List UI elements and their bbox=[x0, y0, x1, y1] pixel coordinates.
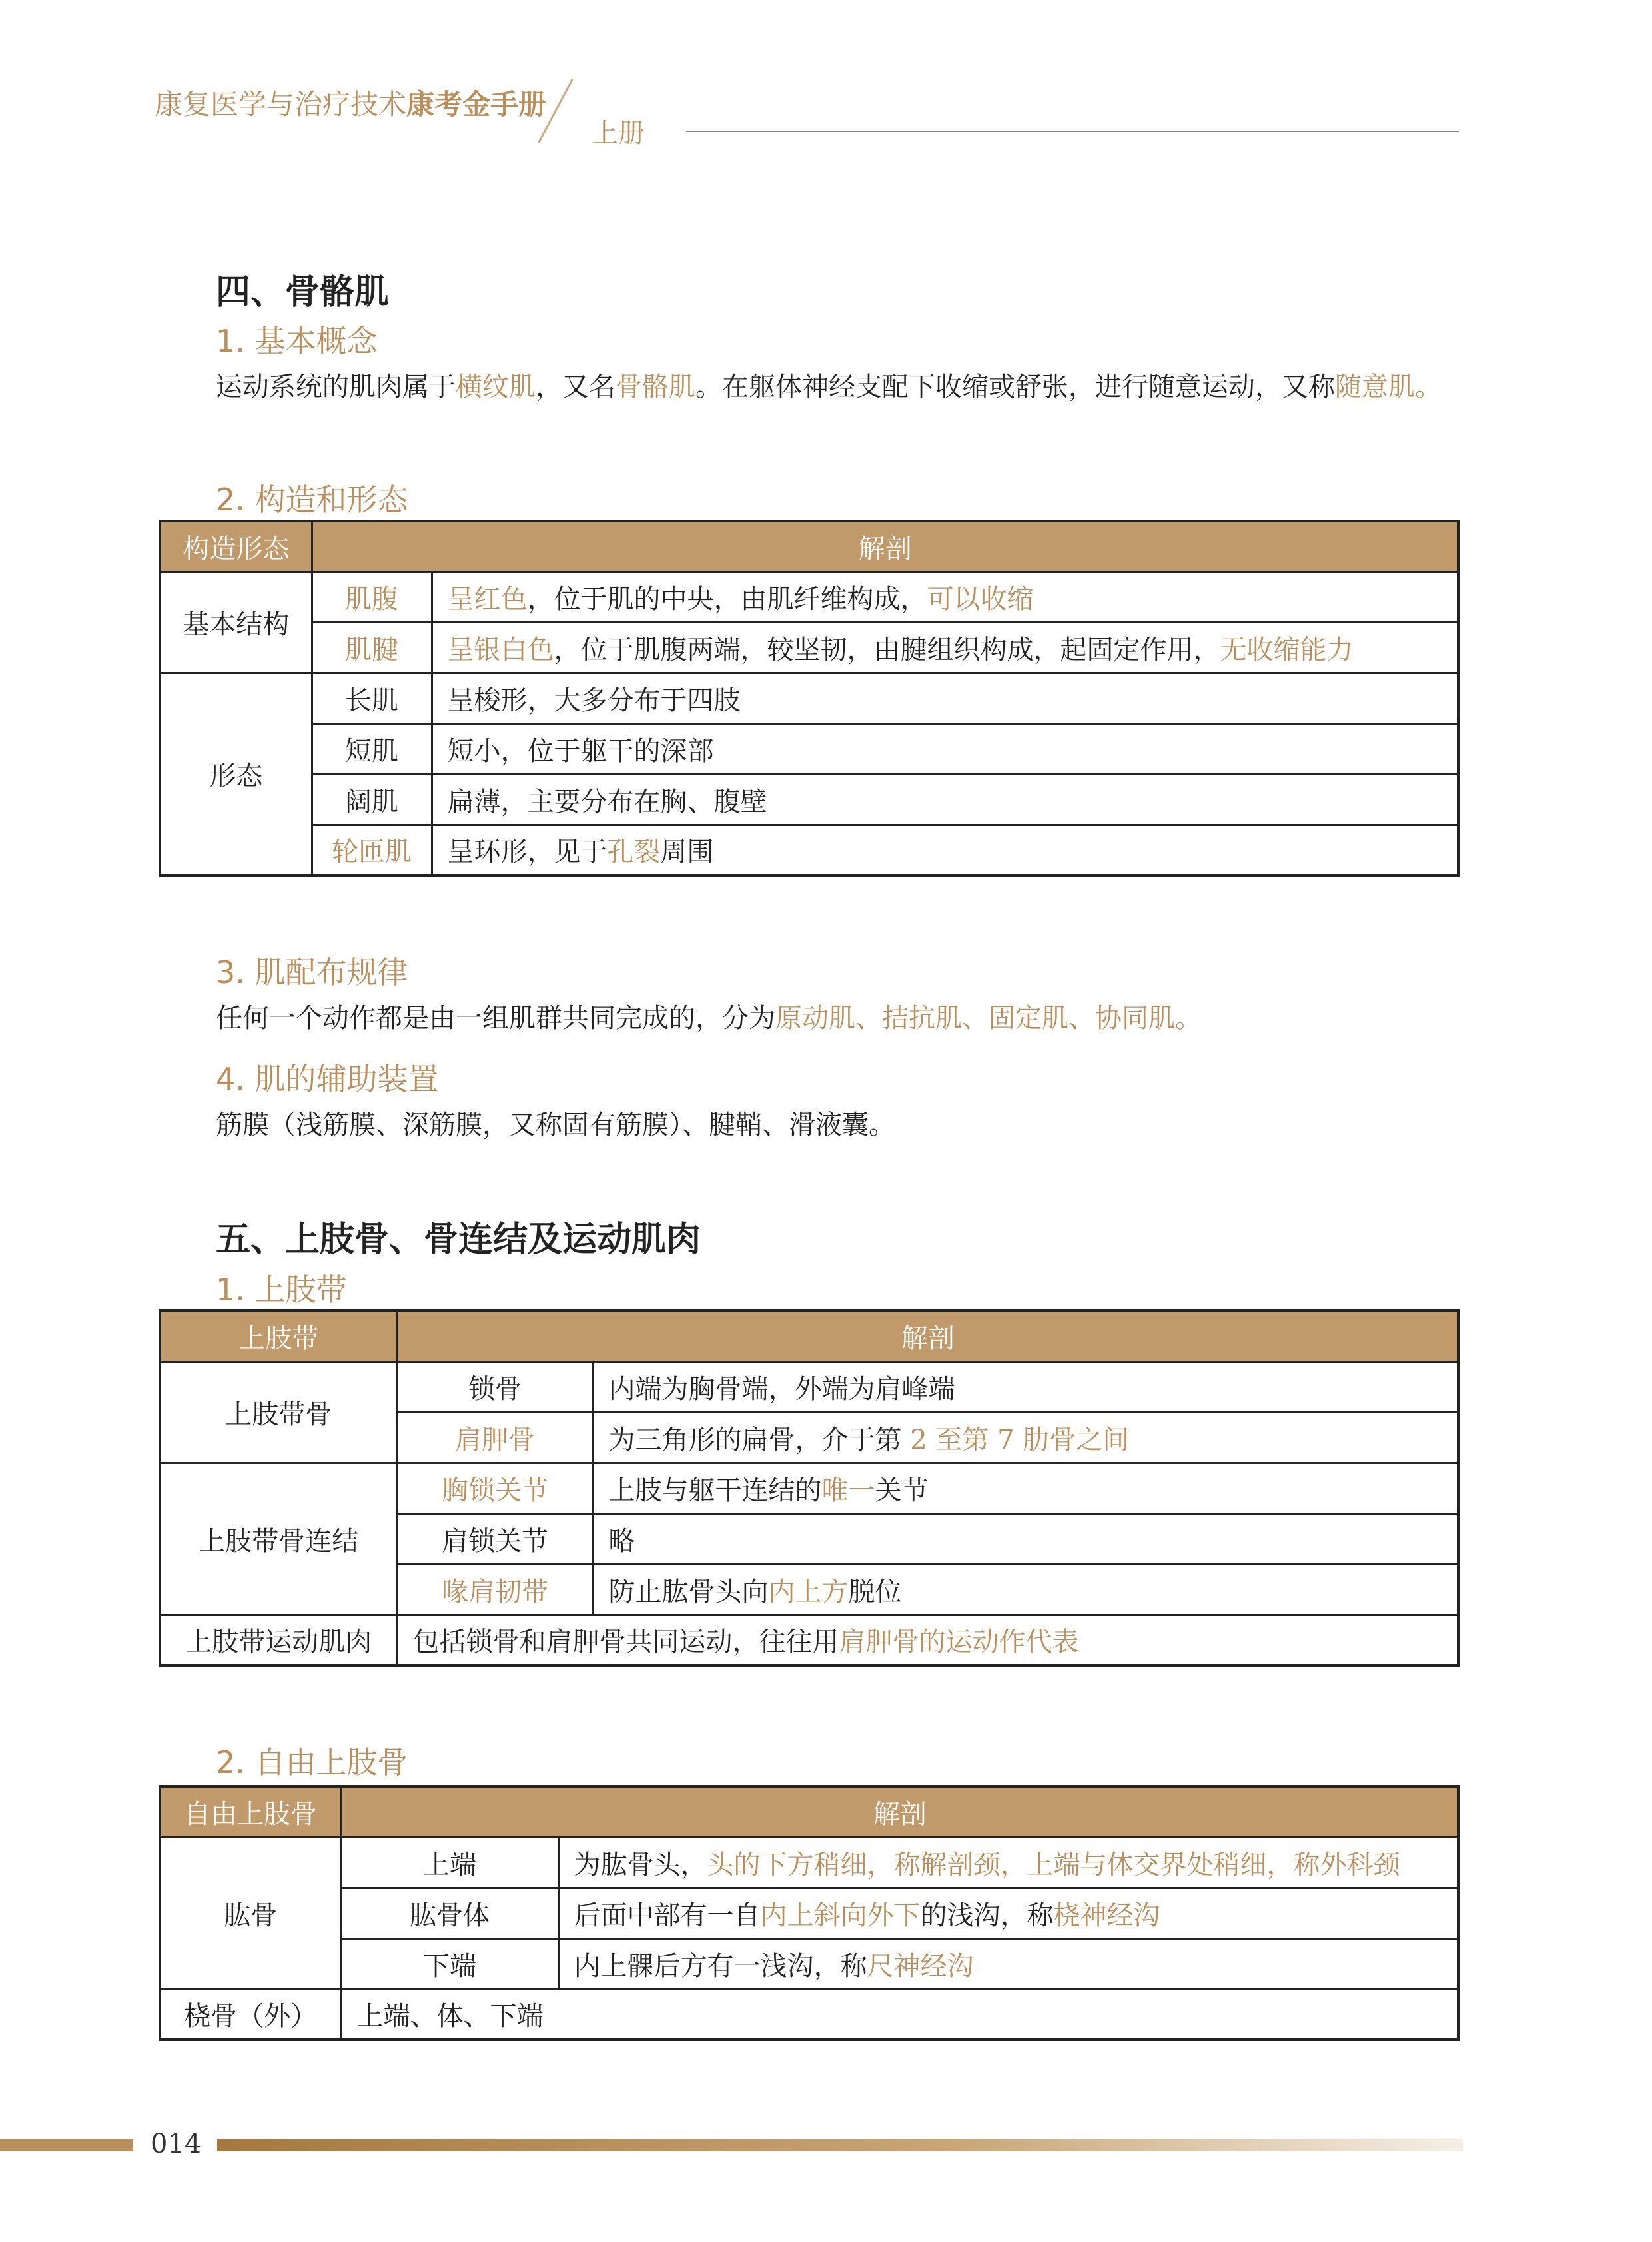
section4-title: 四、骨骼肌 bbox=[216, 272, 390, 312]
table-row bbox=[160, 571, 1459, 622]
table-group-cell: 肱骨 bbox=[160, 1837, 341, 1989]
table-cell: 内端为胸骨端，外端为肩峰端 bbox=[593, 1361, 1459, 1412]
table-header-cell: 上肢带 bbox=[160, 1311, 397, 1361]
table-cell: 呈红色，位于肌的中央，由肌纤维构成，可以收缩 bbox=[432, 571, 1459, 622]
header-title-bold: 康考金手册 bbox=[406, 88, 547, 121]
table-group-cell: 形态 bbox=[160, 673, 312, 875]
table-header-cell: 构造形态 bbox=[160, 521, 312, 571]
table-header-cell: 解剖 bbox=[312, 521, 1459, 571]
table-cell: 上端、体、下端 bbox=[341, 1989, 1459, 2040]
table-cell: 为肱骨头，头的下方稍细，称解剖颈，上端与体交界处稍细，称外科颈 bbox=[558, 1837, 1459, 1888]
table-header-row bbox=[160, 521, 1459, 571]
table-subhead-cell: 短肌 bbox=[312, 723, 432, 774]
table-subhead-cell: 上端 bbox=[341, 1837, 558, 1888]
table-row bbox=[160, 622, 1459, 673]
section5-s2-title: 2. 自由上肢骨 bbox=[216, 1744, 408, 1780]
table-header-cell: 解剖 bbox=[341, 1786, 1459, 1837]
section4-s4-paragraph: 筋膜（浅筋膜、深筋膜，又称固有筋膜）、腱鞘、滑液囊。 bbox=[216, 1110, 895, 1140]
page-number: 014 bbox=[151, 2129, 202, 2159]
table-subhead-cell: 肱骨体 bbox=[341, 1888, 558, 1938]
table-header-cell: 自由上肢骨 bbox=[160, 1786, 341, 1837]
section5-title: 五、上肢骨、骨连结及运动肌肉 bbox=[216, 1220, 701, 1260]
table-group-cell: 上肢带骨连结 bbox=[160, 1463, 397, 1615]
table-cell: 呈梭形，大多分布于四肢 bbox=[432, 673, 1459, 723]
table-cell: 短小，位于躯干的深部 bbox=[432, 723, 1459, 774]
table-cell: 呈银白色，位于肌腹两端，较坚韧，由腱组织构成，起固定作用，无收缩能力 bbox=[432, 622, 1459, 673]
table-row bbox=[160, 1463, 1459, 1513]
table-cell: 扁薄，主要分布在胸、腹壁 bbox=[432, 774, 1459, 825]
table-cell: 上肢与躯干连结的唯一关节 bbox=[593, 1463, 1459, 1513]
structure-form-table bbox=[159, 520, 1460, 877]
table-subhead-cell: 喙肩韧带 bbox=[397, 1564, 593, 1615]
table-subhead-cell: 轮匝肌 bbox=[312, 825, 432, 875]
table-group-cell: 上肢带运动肌肉 bbox=[160, 1615, 397, 1665]
table-subhead-cell: 胸锁关节 bbox=[397, 1463, 593, 1513]
table-subhead-cell: 肌腱 bbox=[312, 622, 432, 673]
table-cell: 内上髁后方有一浅沟，称尺神经沟 bbox=[558, 1938, 1459, 1989]
section4-s3-paragraph: 任何一个动作都是由一组肌群共同完成的，分为原动肌、拮抗肌、固定肌、协同肌。 bbox=[216, 1003, 1202, 1034]
table-row bbox=[160, 1361, 1459, 1412]
table-cell: 防止肱骨头向内上方脱位 bbox=[593, 1564, 1459, 1615]
footer-gradient-bar bbox=[217, 2139, 1463, 2151]
table-group-cell: 上肢带骨 bbox=[160, 1361, 397, 1463]
table-subhead-cell: 肩锁关节 bbox=[397, 1513, 593, 1564]
header-volume: 上册 bbox=[592, 118, 645, 149]
section5-s1-title: 1. 上肢带 bbox=[216, 1272, 347, 1308]
table-group-cell: 桡骨（外） bbox=[160, 1989, 341, 2040]
section4-s2-title: 2. 构造和形态 bbox=[216, 482, 408, 518]
section4-s1-paragraph: 运动系统的肌肉属于横纹肌，又名骨骼肌。在躯体神经支配下收缩或舒张，进行随意运动，又称随意肌。 bbox=[216, 372, 1442, 402]
table-row bbox=[160, 1938, 1459, 1989]
table-header-cell: 解剖 bbox=[397, 1311, 1459, 1361]
header-rule bbox=[686, 131, 1459, 132]
footer-accent-bar bbox=[0, 2139, 133, 2151]
table-cell: 为三角形的扁骨，介于第 2 至第 7 肋骨之间 bbox=[593, 1412, 1459, 1463]
table-cell: 包括锁骨和肩胛骨共同运动，往往用肩胛骨的运动作代表 bbox=[397, 1615, 1459, 1665]
shoulder-girdle-table bbox=[159, 1309, 1460, 1667]
table-row bbox=[160, 1615, 1459, 1665]
table-row bbox=[160, 1888, 1459, 1938]
table-row bbox=[160, 825, 1459, 875]
table-row bbox=[160, 1837, 1459, 1888]
table-cell: 后面中部有一自内上斜向外下的浅沟，称桡神经沟 bbox=[558, 1888, 1459, 1938]
table-row bbox=[160, 774, 1459, 825]
table-row bbox=[160, 1989, 1459, 2040]
section4-s1-title: 1. 基本概念 bbox=[216, 323, 378, 359]
table-subhead-cell: 锁骨 bbox=[397, 1361, 593, 1412]
table-header-row bbox=[160, 1786, 1459, 1837]
running-header-title bbox=[155, 83, 546, 123]
table-subhead-cell: 阔肌 bbox=[312, 774, 432, 825]
table-cell: 呈环形，见于孔裂周围 bbox=[432, 825, 1459, 875]
table-cell: 略 bbox=[593, 1513, 1459, 1564]
section4-s3-title: 3. 肌配布规律 bbox=[216, 954, 408, 990]
table-subhead-cell: 肩胛骨 bbox=[397, 1412, 593, 1463]
section4-s4-title: 4. 肌的辅助装置 bbox=[216, 1061, 439, 1097]
header-title-main: 康复医学与治疗技术 bbox=[155, 88, 407, 121]
table-header-row bbox=[160, 1311, 1459, 1361]
table-subhead-cell: 下端 bbox=[341, 1938, 558, 1989]
table-subhead-cell: 肌腹 bbox=[312, 571, 432, 622]
table-row bbox=[160, 723, 1459, 774]
table-row bbox=[160, 673, 1459, 723]
free-upper-limb-table bbox=[159, 1785, 1460, 2041]
table-subhead-cell: 长肌 bbox=[312, 673, 432, 723]
table-group-cell: 基本结构 bbox=[160, 571, 312, 673]
